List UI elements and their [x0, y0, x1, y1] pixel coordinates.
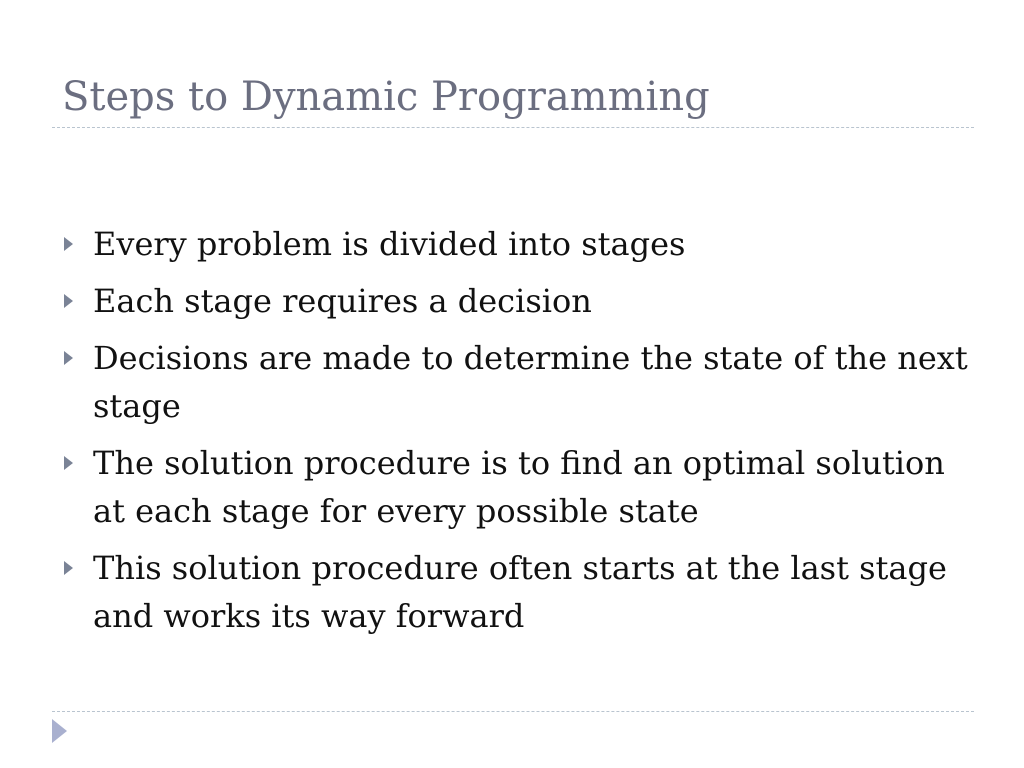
bullet-text: This solution procedure often starts at the last stage and works its way forward — [93, 549, 947, 635]
bullet-item — [60, 277, 980, 325]
title-divider — [52, 127, 974, 128]
bullet-item — [60, 439, 980, 535]
bullet-text: Each stage requires a decision — [93, 282, 592, 320]
bullet-text: The solution procedure is to find an optimal solution at each stage for every possible state — [93, 444, 945, 530]
bullet-text: Every problem is divided into stages — [93, 225, 686, 263]
footer-divider — [52, 711, 974, 712]
bullet-item — [60, 220, 980, 268]
triangle-right-icon — [64, 561, 73, 575]
slide-title: Steps to Dynamic Programming — [62, 74, 710, 120]
triangle-right-icon — [64, 237, 73, 251]
bullet-list — [60, 220, 980, 649]
bullet-item — [60, 334, 980, 430]
bullet-item — [60, 544, 980, 640]
bullet-text: Decisions are made to determine the state of the next stage — [93, 339, 968, 425]
triangle-right-icon — [64, 294, 73, 308]
triangle-right-icon — [64, 456, 73, 470]
next-slide-arrow-icon[interactable] — [52, 719, 67, 743]
triangle-right-icon — [64, 351, 73, 365]
